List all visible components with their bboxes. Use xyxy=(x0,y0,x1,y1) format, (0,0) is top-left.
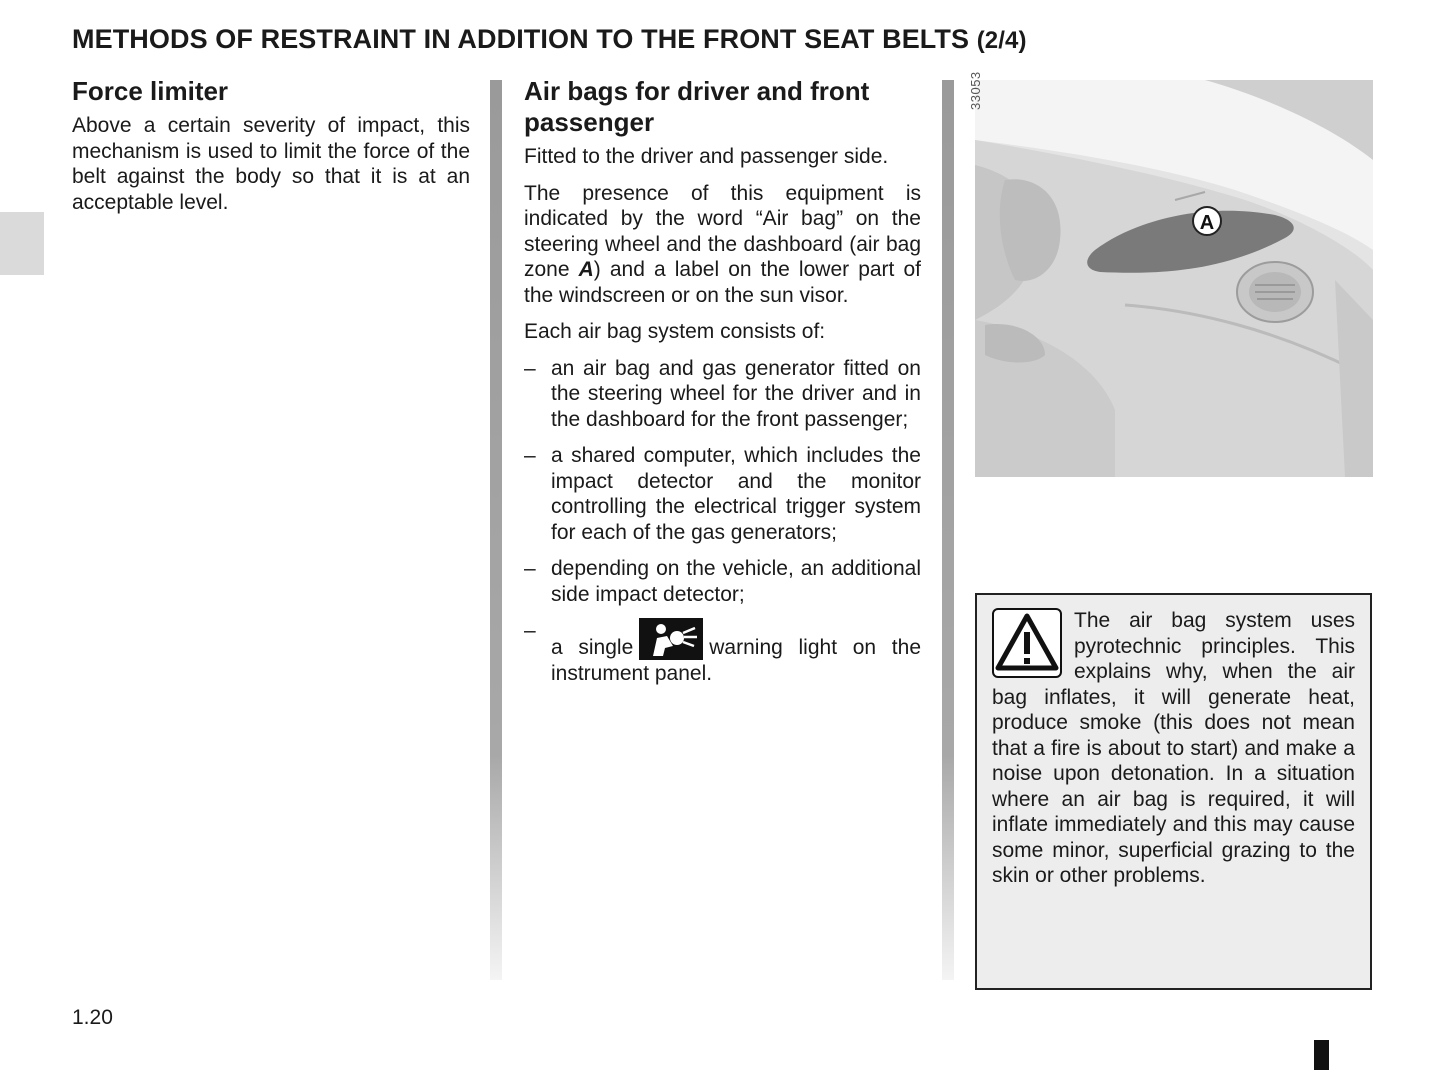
last-item-b: warning light on the instrument panel. xyxy=(551,636,921,685)
list-item: – an air bag and gas generator fitted on the steering wheel for the driver and in the dashboard for the front passenger; xyxy=(524,356,921,433)
column-divider xyxy=(942,80,954,980)
warning-text: The air bag system uses pyrotechnic principles. This explains why, when the air bag inflates, it will generate heat, produce smoke (this does not mean that a fire is about to start) and make a noise upon detonation. In a situation where an air bag is required, it will inflate immediately and this may cause some minor, superficial grazing to the skin or other problems. xyxy=(992,609,1355,887)
warning-triangle-icon xyxy=(992,608,1062,678)
airbag-warning-light-icon xyxy=(639,618,703,660)
section-tab xyxy=(0,212,44,275)
airbags-paragraph-2a: The presence of this equipment is indicated by the word “Air bag” on the steering wheel and the dashboard (air bag zone xyxy=(524,181,921,281)
list-item: – depending on the vehicle, an additional side impact detector; xyxy=(524,556,921,607)
page-number: 1.20 xyxy=(72,1006,113,1029)
page-corner-mark xyxy=(1314,1040,1329,1070)
airbags-heading: Air bags for driver and front passenger xyxy=(524,76,870,137)
airbags-section xyxy=(524,76,921,697)
last-item-a: a single xyxy=(551,636,634,659)
force-limiter-section xyxy=(72,76,470,226)
column-divider xyxy=(490,80,502,980)
title-part: (2/4) xyxy=(976,27,1027,54)
title-main: METHODS OF RESTRAINT IN ADDITION TO THE FRONT SEAT BELTS xyxy=(72,24,970,54)
airbags-paragraph-1: Fitted to the driver and passenger side. xyxy=(524,145,889,168)
figure-code: 33053 xyxy=(968,71,983,110)
airbags-paragraph-3: Each air bag system consists of: xyxy=(524,320,826,343)
force-limiter-text: Above a certain severity of impact, this mechanism is used to limit the force of the belt against the body so that it is at an acceptable level. xyxy=(72,114,470,214)
page-title xyxy=(72,24,1372,55)
force-limiter-heading: Force limiter xyxy=(72,76,229,106)
zone-ref: A xyxy=(578,258,594,281)
airbags-paragraph-2 xyxy=(524,181,921,309)
dashboard-illustration xyxy=(975,80,1373,477)
airbag-components-list xyxy=(524,356,921,687)
list-item xyxy=(524,618,921,686)
warning-box xyxy=(975,593,1372,990)
list-item: – a shared computer, which includes the impact detector and the monitor controlling the electrical trigger system for each of the gas generators; xyxy=(524,443,921,545)
airbags-paragraph-2b: ) and a label on the lower part of the windscreen or on the sun visor. xyxy=(524,258,921,307)
zone-a-label: A xyxy=(1199,212,1215,234)
